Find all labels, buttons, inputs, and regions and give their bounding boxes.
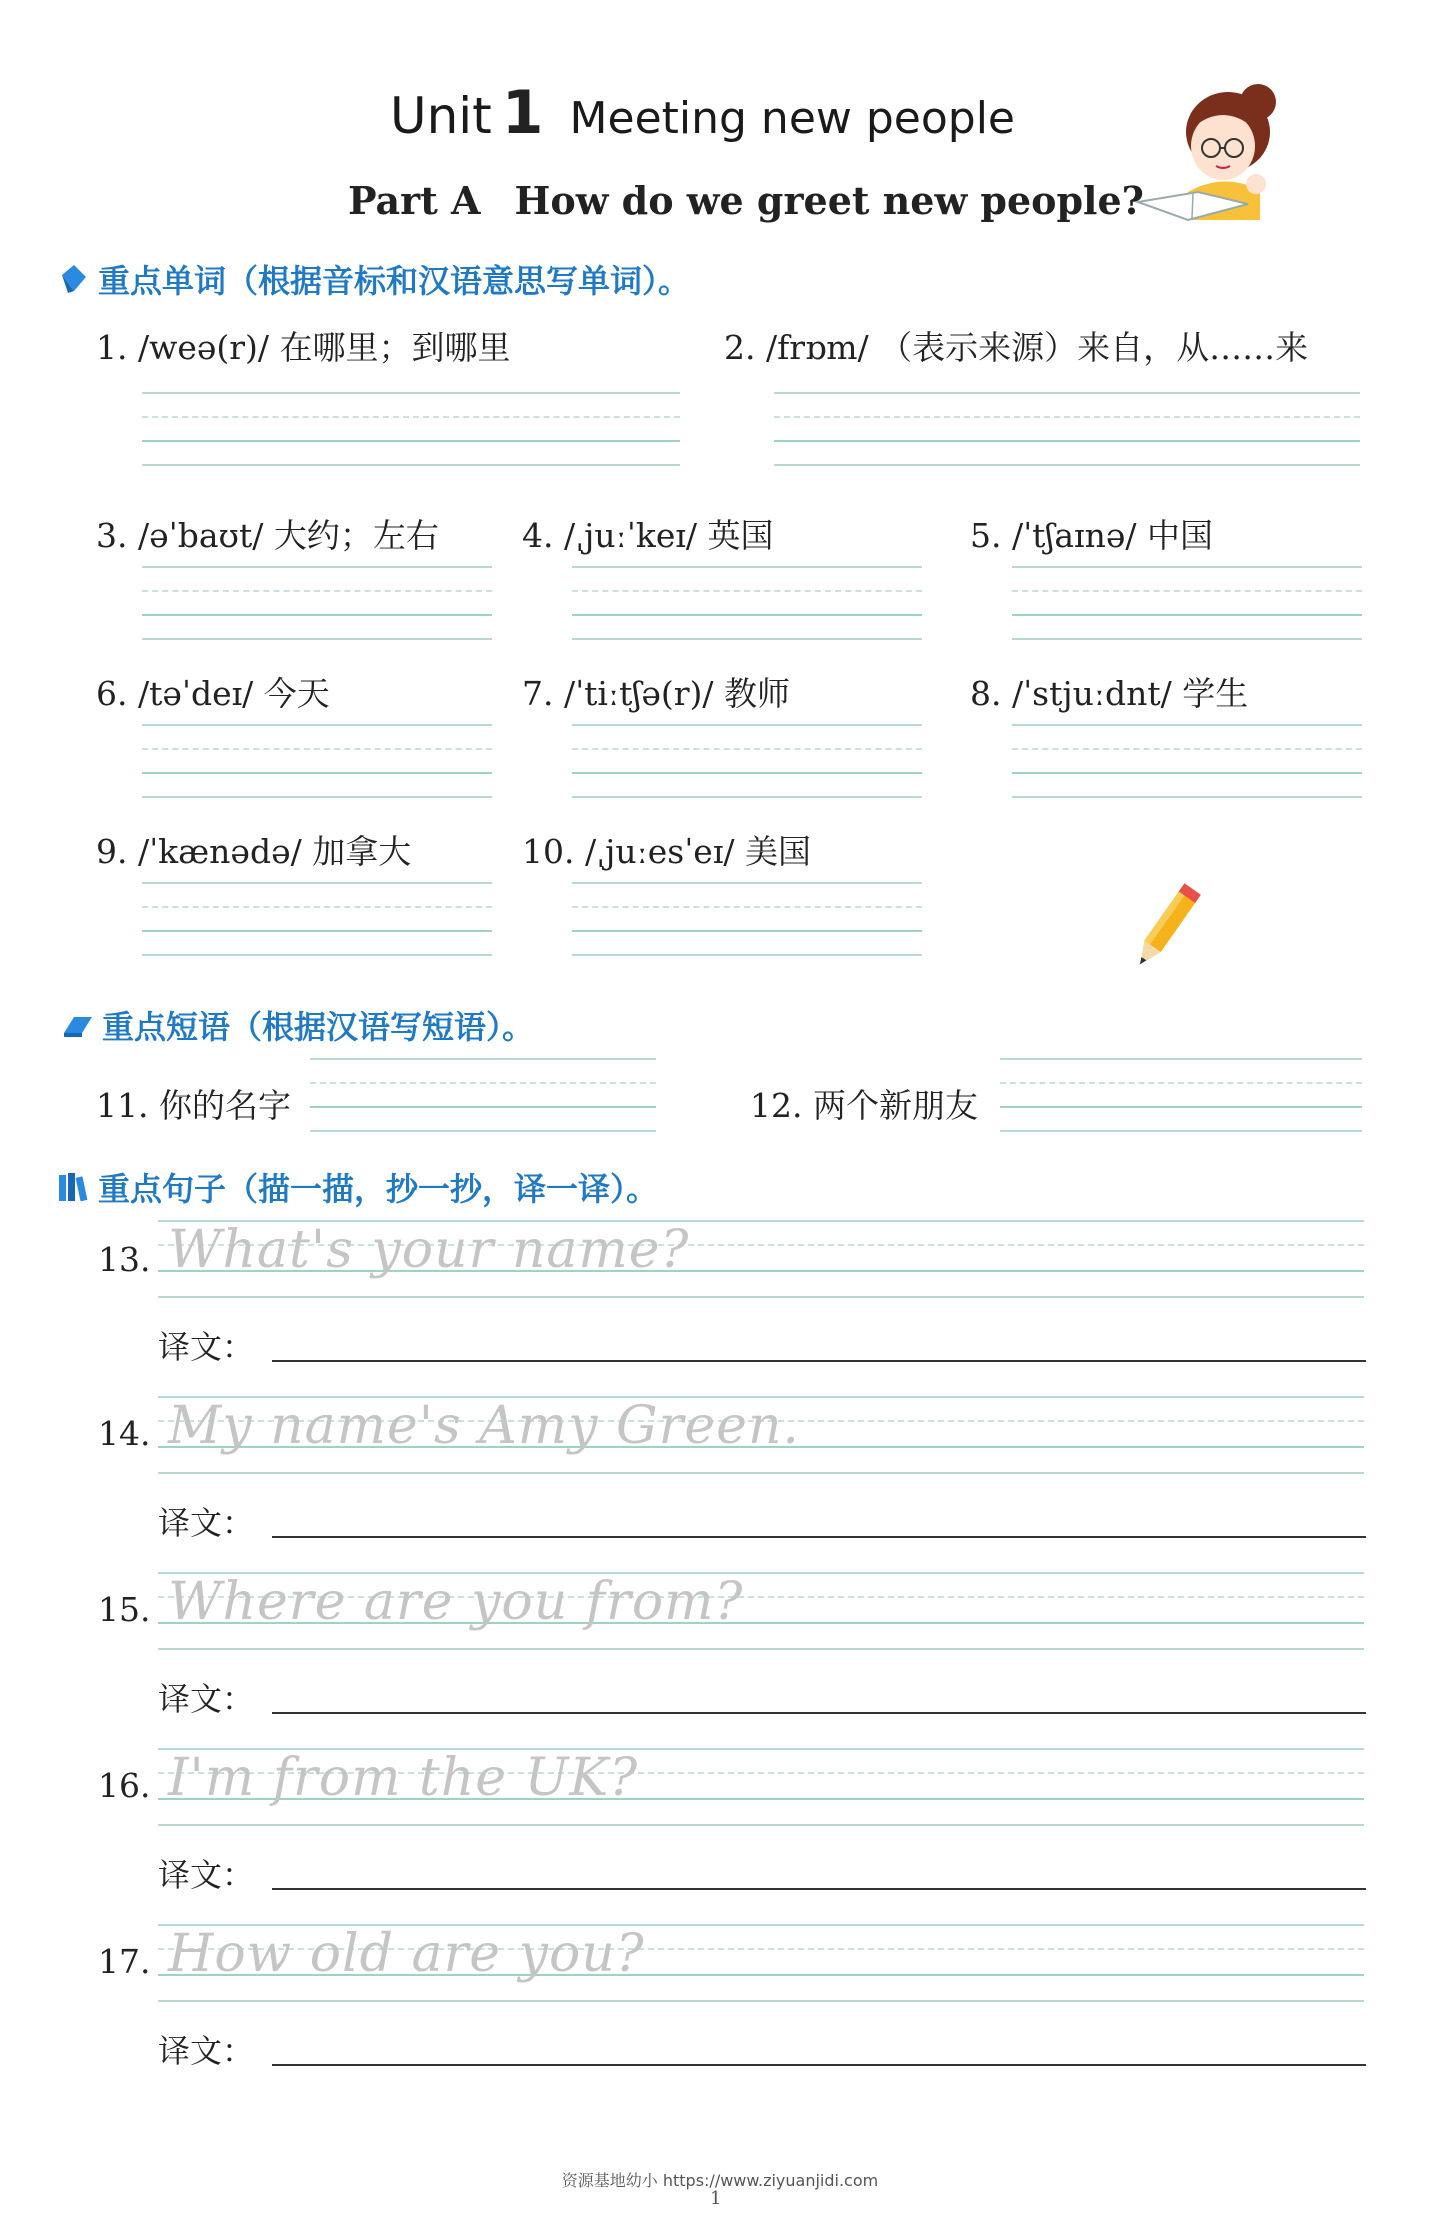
word-item: 3. /əˈbaʊt/ 大约；左右 [96, 516, 439, 555]
unit-name: Meeting new people [569, 93, 1016, 144]
sentence-number: 14. [98, 1414, 151, 1453]
sentences-section-title [56, 1164, 658, 1210]
writing-lines[interactable] [142, 882, 492, 962]
footer-source: 资源基地幼小 https://www.ziyuanjidi.com [561, 2171, 879, 2190]
tracing-sentence: I'm from the UK? [168, 1748, 639, 1808]
translation-label: 译文： [158, 1504, 255, 1542]
sentence-number: 17. [98, 1942, 151, 1981]
word-item: 10. /ˌjuːesˈeɪ/ 美国 [522, 832, 811, 871]
part-label: Part A [348, 178, 481, 223]
phrases-section-label: 重点短语（根据汉语写短语）。 [102, 1008, 535, 1046]
words-section-title [56, 256, 690, 302]
word-item: 6. /təˈdeɪ/ 今天 [96, 674, 330, 713]
unit-title [390, 78, 1090, 158]
tracing-sentence: Where are you from? [168, 1572, 744, 1632]
writing-lines[interactable] [572, 566, 922, 646]
book-icon [60, 1007, 96, 1043]
translation-answer-line[interactable] [272, 1888, 1366, 1890]
diamond-icon [56, 261, 92, 297]
tracing-sentence: What's your name? [168, 1220, 690, 1280]
translation-label: 译文： [158, 2032, 255, 2070]
translation-answer-line[interactable] [272, 2064, 1366, 2066]
translation-label: 译文： [158, 1680, 255, 1718]
phrase-item: 12. 两个新朋友 [750, 1086, 978, 1125]
writing-lines[interactable] [310, 1058, 656, 1138]
word-item: 5. /ˈtʃaɪnə/ 中国 [970, 516, 1214, 555]
tracing-sentence: How old are you? [168, 1924, 645, 1984]
writing-lines[interactable] [572, 882, 922, 962]
page-number: 1 [710, 2188, 722, 2209]
writing-lines[interactable] [142, 724, 492, 804]
unit-number: 1 [501, 78, 544, 148]
translation-answer-line[interactable] [272, 1536, 1366, 1538]
sentence-number: 15. [98, 1590, 151, 1629]
writing-lines[interactable] [1000, 1058, 1362, 1138]
writing-lines[interactable] [1012, 724, 1362, 804]
sentence-number: 16. [98, 1766, 151, 1805]
writing-lines[interactable] [572, 724, 922, 804]
translation-answer-line[interactable] [272, 1712, 1366, 1714]
word-item: 7. /ˈtiːtʃə(r)/ 教师 [522, 674, 790, 713]
writing-lines[interactable] [142, 392, 680, 472]
translation-label: 译文： [158, 1856, 255, 1894]
part-title [348, 178, 1144, 223]
unit-label: Unit [390, 87, 492, 145]
girl-reading-illustration [1128, 80, 1298, 230]
word-item: 2. /frɒm/ （表示来源）来自，从……来 [724, 328, 1309, 367]
writing-lines[interactable] [774, 392, 1360, 472]
tracing-sentence: My name's Amy Green. [168, 1396, 800, 1456]
word-item: 8. /ˈstjuːdnt/ 学生 [970, 674, 1249, 713]
word-item: 4. /ˌjuːˈkeɪ/ 英国 [522, 516, 774, 555]
sentences-section-label: 重点句子（描一描，抄一抄，译一译）。 [98, 1170, 659, 1208]
translation-label: 译文： [158, 1328, 255, 1366]
word-item: 1. /weə(r)/ 在哪里；到哪里 [96, 328, 511, 367]
sentence-number: 13. [98, 1240, 151, 1279]
books-icon [56, 1169, 92, 1205]
writing-lines[interactable] [142, 566, 492, 646]
pencil-illustration [1124, 880, 1204, 980]
writing-lines[interactable] [1012, 566, 1362, 646]
words-section-label: 重点单词（根据音标和汉语意思写单词）。 [98, 262, 691, 300]
phrases-section-title [60, 1002, 534, 1048]
phrase-item: 11. 你的名字 [96, 1086, 291, 1125]
part-question: How do we greet new people? [514, 178, 1144, 223]
translation-answer-line[interactable] [272, 1360, 1366, 1362]
word-item: 9. /ˈkænədə/ 加拿大 [96, 832, 412, 871]
